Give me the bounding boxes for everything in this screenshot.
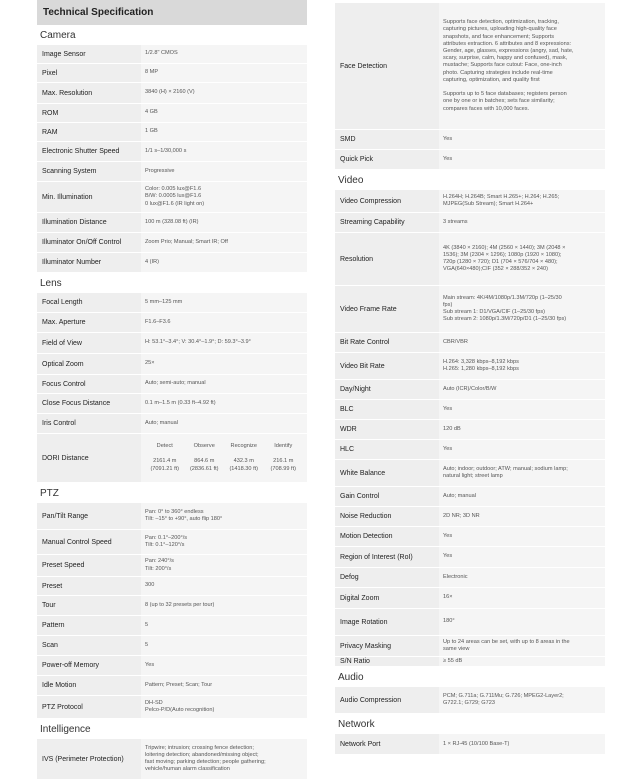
spec-value-line: Progressive <box>145 167 175 174</box>
spec-value-line: 8 MP <box>145 69 159 76</box>
spec-value <box>439 527 605 546</box>
spec-label: DORI Distance <box>37 434 141 482</box>
spec-value-line: Yes <box>443 135 453 142</box>
spec-value-line: MJPEG(Sub Stream); Smart H.264+ <box>443 201 534 207</box>
spec-value-line: Pan: 240°/s <box>145 558 174 565</box>
spec-value-line: Yes <box>443 553 453 560</box>
spec-value <box>141 656 307 675</box>
spec-value-line: Yes <box>443 532 453 539</box>
spec-value <box>141 555 307 576</box>
spec-value-line <box>443 84 601 91</box>
right-column <box>335 0 605 755</box>
spec-label: Manual Control Speed <box>37 530 141 554</box>
spec-value-line: Supports up to 5 face databases; registers person <box>443 91 567 98</box>
spec-row <box>37 394 307 414</box>
spec-value <box>141 253 307 272</box>
section-heading: Video <box>338 175 364 186</box>
spec-value <box>141 434 307 482</box>
spec-value <box>439 380 605 399</box>
spec-value-line: 1/1 s–1/30,000 s <box>145 147 187 154</box>
spec-value <box>439 3 605 129</box>
spec-value-line: Tilt: 200°/s <box>145 565 172 572</box>
spec-row <box>335 507 605 527</box>
spec-value-line: Auto; manual <box>145 419 178 426</box>
spec-value <box>141 83 307 103</box>
spec-value-line: Main stream: 4K/4M/1080p/1.3M/720p (1–25/30 <box>443 294 562 301</box>
spec-value <box>141 636 307 655</box>
spec-row <box>37 293 307 313</box>
spec-label: BLC <box>335 400 439 419</box>
spec-value-line: Color: 0.005 lux@F1.6 <box>145 186 202 193</box>
spec-row <box>37 123 307 142</box>
spec-label: Motion Detection <box>335 527 439 546</box>
spec-row <box>37 696 307 719</box>
spec-value <box>141 104 307 122</box>
spec-label: S/N Ratio <box>335 657 439 666</box>
spec-row <box>335 527 605 547</box>
section-heading: Audio <box>338 672 364 684</box>
spec-value <box>439 440 605 459</box>
spec-value-line: PCM; G.711a; G.711Mu; G.726; MPEG2-Layer2; <box>443 693 564 699</box>
dori-header: Detect <box>156 443 173 450</box>
spec-label: Image Sensor <box>37 45 141 63</box>
spec-value-line: Auto; semi-auto; manual <box>145 380 206 387</box>
spec-value-line: H.264: 3,328 kbps–8,192 kbps <box>443 358 519 365</box>
spec-value-line: 180° <box>443 618 455 625</box>
dori-header: Recognize <box>230 443 257 450</box>
spec-value-line: loitering detection; abandoned/missing object; <box>145 751 259 758</box>
spec-value-line: 1 GB <box>145 128 158 135</box>
spec-value-line: Tripwire; intrusion; crossing fence detection; <box>145 744 254 751</box>
spec-value-line: Sub stream 1: D1/VGA/CIF (1–25/30 fps) <box>443 309 545 315</box>
spec-label: WDR <box>335 420 439 439</box>
spec-value-line: 4 GB <box>145 109 158 116</box>
spec-value <box>439 233 605 285</box>
spec-row <box>335 286 605 333</box>
spec-label: Pan/Tilt Range <box>37 503 141 529</box>
spec-label: Close Focus Distance <box>37 394 141 413</box>
dori-value: 216.1 m (708.99 ft) <box>270 458 296 472</box>
spec-value-line: Zoom Prio; Manual; Smart IR; Off <box>145 238 228 245</box>
spec-value <box>141 293 307 312</box>
spec-row <box>37 182 307 213</box>
spec-value-line: photo. Capturing strategies include real-time <box>443 69 553 76</box>
spec-row <box>37 375 307 394</box>
spec-value <box>141 162 307 181</box>
spec-value <box>141 530 307 554</box>
spec-label: SMD <box>335 130 439 149</box>
spec-row <box>37 636 307 656</box>
spec-value <box>141 233 307 252</box>
spec-value <box>141 64 307 82</box>
spec-value <box>141 577 307 595</box>
spec-value <box>141 333 307 353</box>
spec-label: Illuminator On/Off Control <box>37 233 141 252</box>
spec-value <box>439 547 605 567</box>
spec-value <box>439 568 605 587</box>
spec-value-line: Electronic <box>443 573 468 580</box>
spec-label: Face Detection <box>335 3 439 129</box>
spec-label: Max. Resolution <box>37 83 141 103</box>
spec-value-line: 1536); 3M (2304 × 1296); 1080p (1920 × 1080); <box>443 251 562 258</box>
spec-label: Max. Aperture <box>37 313 141 332</box>
spec-value <box>141 142 307 161</box>
spec-value-line: capturing, optimization, and quality first <box>443 76 540 83</box>
spec-label: Resolution <box>335 233 439 285</box>
spec-row <box>37 739 307 780</box>
spec-row <box>37 656 307 676</box>
spec-value-line: vehicle/human alarm classification <box>145 766 230 773</box>
spec-value <box>141 696 307 718</box>
spec-row <box>335 568 605 588</box>
spec-row <box>335 609 605 636</box>
spec-value <box>141 182 307 212</box>
spec-value-line: 4 (IR) <box>145 258 159 265</box>
spec-row <box>335 130 605 150</box>
spec-label: Day/Night <box>335 380 439 399</box>
spec-value-line: 300 <box>145 582 155 589</box>
spec-value-line: Sub stream 2: 1080p/1.3M/720p/D1 (1–25/30 fps) <box>443 316 567 323</box>
dori-value: 2161.4 m (7091.21 ft) <box>150 458 180 472</box>
dori-table <box>145 443 303 473</box>
spec-value <box>439 150 605 169</box>
spec-label: Preset <box>37 577 141 595</box>
spec-value <box>439 734 605 754</box>
spec-value <box>141 739 307 779</box>
spec-label: Streaming Capability <box>335 213 439 232</box>
spec-row <box>335 3 605 130</box>
spec-label: Iris Control <box>37 414 141 433</box>
section-heading: Network <box>338 719 375 731</box>
spec-value-line: one by one or in batches; sets face similarity; <box>443 98 555 105</box>
spec-value-line: 3 streams <box>443 218 468 225</box>
spec-row <box>37 616 307 636</box>
spec-label: Illuminator Number <box>37 253 141 272</box>
spec-value <box>439 400 605 419</box>
spec-label: White Balance <box>335 460 439 486</box>
spec-value-line: Auto; manual <box>443 492 476 499</box>
spec-row <box>37 577 307 596</box>
spec-value-line: H.265: 1,280 kbps–8,192 kbps <box>443 366 519 372</box>
spec-value-line: Tilt: 0.1°–120°/s <box>145 542 185 548</box>
spec-row <box>37 354 307 375</box>
spec-row <box>37 64 307 83</box>
spec-value-line: 100 m (328.08 ft) (IR) <box>145 218 199 225</box>
spec-value-line: Pan: 0° to 360° endless <box>145 508 204 515</box>
spec-value <box>439 588 605 608</box>
spec-value-line: Up to 24 areas can be set, with up to 8 areas in the <box>443 638 570 645</box>
spec-value <box>141 354 307 374</box>
spec-value <box>141 503 307 529</box>
spec-value <box>141 313 307 332</box>
spec-value-line: VGA(640×480);CIF (352 × 288/352 × 240) <box>443 266 548 273</box>
spec-label: IVS (Perimeter Protection) <box>37 739 141 779</box>
spec-value-line: 0 lux@F1.6 (IR light on) <box>145 200 205 207</box>
spec-value-line: fast moving; parking detection; people gathering; <box>145 759 266 765</box>
spec-value-line: Tilt: –15° to +90°, auto flip 180° <box>145 516 223 522</box>
spec-value <box>439 333 605 352</box>
section-heading: Intelligence <box>40 724 91 735</box>
spec-label: Pattern <box>37 616 141 635</box>
spec-label: Field of View <box>37 333 141 353</box>
spec-value-line: 3840 (H) × 2160 (V) <box>145 89 195 96</box>
spec-label: Scanning System <box>37 162 141 181</box>
spec-value-line: 8 (up to 32 presets per tour) <box>145 601 215 608</box>
spec-value-line: ≥ 55 dB <box>443 658 463 664</box>
spec-value <box>439 286 605 332</box>
spec-value-line: Auto; indoor; outdoor; ATW; manual; sodium lamp; <box>443 465 568 472</box>
spec-value-line: H: 53.1°–3.4°; V: 30.4°–1.9°; D: 59.3°–3.9° <box>145 339 251 346</box>
spec-label: ROM <box>37 104 141 122</box>
spec-value-line: 4K (3840 × 2160); 4M (2560 × 1440); 3M (2048 × <box>443 244 566 251</box>
spec-value <box>439 213 605 232</box>
spec-label: Region of Interest (RoI) <box>335 547 439 567</box>
section-heading: Lens <box>40 278 62 289</box>
spec-value-line: mustache; Supports face cutout: Face, one-inch <box>443 62 562 69</box>
spec-label: Digital Zoom <box>335 588 439 608</box>
spec-value-line: 25× <box>145 360 155 367</box>
spec-row <box>37 253 307 273</box>
dori-value: 864.6 m (2836.61 ft) <box>189 458 219 472</box>
spec-label: Illumination Distance <box>37 213 141 232</box>
spec-value-line: 1 × RJ-45 (10/100 Base-T) <box>443 740 510 747</box>
spec-value-line: 1/2.8" CMOS <box>145 50 178 57</box>
spec-value-line: 720p (1280 × 720); D1 (704 × 576/704 × 480); <box>443 259 558 265</box>
spec-value-line: 16× <box>443 594 453 601</box>
spec-value-line: Supports face detection, optimization, tracking, <box>443 19 559 26</box>
spec-value-line: Pattern; Preset; Scan; Tour <box>145 681 213 688</box>
spec-row <box>37 104 307 123</box>
left-column <box>37 0 307 780</box>
spec-value <box>439 130 605 149</box>
spec-value <box>439 657 605 666</box>
spec-value-line: Auto (ICR)/Color/B/W <box>443 385 497 392</box>
spec-value-line: Pan: 0.1°–200°/s <box>145 534 188 541</box>
spec-label: Quick Pick <box>335 150 439 169</box>
spec-value <box>439 420 605 439</box>
spec-value <box>439 687 605 713</box>
spec-row <box>335 233 605 286</box>
spec-row <box>335 190 605 213</box>
spec-value-line: Yes <box>443 445 453 452</box>
spec-row <box>335 420 605 440</box>
spec-value-line: F1.6–F3.6 <box>145 318 171 325</box>
spec-row <box>37 83 307 104</box>
spec-value-line: 5 mm–125 mm <box>145 298 183 305</box>
spec-row <box>335 657 605 667</box>
spec-label: PTZ Protocol <box>37 696 141 718</box>
spec-label: Min. Illumination <box>37 182 141 212</box>
spec-value-line: attributes extraction. 6 attributes and 8 expressions: <box>443 40 572 47</box>
spec-row <box>335 440 605 460</box>
spec-value-line: H.264H; H.264B; Smart H.265+; H.264; H.265; <box>443 193 560 200</box>
spec-value <box>141 45 307 63</box>
spec-label: RAM <box>37 123 141 141</box>
spec-row <box>335 213 605 233</box>
spec-row <box>37 213 307 233</box>
spec-value <box>141 414 307 433</box>
spec-row <box>37 162 307 182</box>
spec-row <box>37 676 307 696</box>
spec-value-line: CBR/VBR <box>443 338 468 345</box>
spec-value-line: snapshots, and face enhancement; Supports <box>443 33 555 40</box>
spec-label: Focal Length <box>37 293 141 312</box>
spec-row <box>37 530 307 555</box>
spec-row <box>335 400 605 420</box>
spec-label: Idle Motion <box>37 676 141 695</box>
spec-row <box>37 503 307 530</box>
spec-label: Video Compression <box>335 190 439 212</box>
spec-label: Privacy Masking <box>335 636 439 656</box>
spec-value-line: capturing pictures, uploading high-quality face <box>443 26 557 33</box>
spec-value <box>141 616 307 635</box>
spec-value-line: 120 dB <box>443 425 461 432</box>
spec-label: Preset Speed <box>37 555 141 576</box>
spec-row <box>37 414 307 434</box>
section-heading: PTZ <box>40 488 59 499</box>
spec-value <box>439 190 605 212</box>
spec-value-line: same view <box>443 646 470 652</box>
spec-row <box>37 333 307 354</box>
spec-row <box>335 734 605 755</box>
dori-value: 432.3 m (1418.30 ft) <box>229 458 259 472</box>
spec-row <box>335 636 605 657</box>
spec-row <box>335 487 605 507</box>
spec-label: Noise Reduction <box>335 507 439 526</box>
spec-row <box>335 460 605 487</box>
spec-value-line: G722.1; G729; G723 <box>443 700 495 707</box>
spec-label: Audio Compression <box>335 687 439 713</box>
spec-label: Scan <box>37 636 141 655</box>
spec-value-line: scary, surprise, calm, happy and confused), mask, <box>443 55 568 62</box>
spec-value-line: Yes <box>145 661 155 668</box>
spec-label: Pixel <box>37 64 141 82</box>
spec-row <box>37 555 307 577</box>
spec-label: Optical Zoom <box>37 354 141 374</box>
spec-row <box>335 588 605 609</box>
spec-label: HLC <box>335 440 439 459</box>
spec-label: Electronic Shutter Speed <box>37 142 141 161</box>
spec-value <box>439 609 605 635</box>
spec-label: Tour <box>37 596 141 615</box>
spec-row <box>335 547 605 568</box>
spec-label: Video Bit Rate <box>335 353 439 379</box>
spec-label: Gain Control <box>335 487 439 506</box>
spec-row <box>37 233 307 253</box>
spec-value-line: compares faces with 10,000 faces. <box>443 105 530 112</box>
spec-row <box>37 313 307 333</box>
spec-row <box>335 150 605 170</box>
spec-value <box>439 487 605 506</box>
spec-label: Image Rotation <box>335 609 439 635</box>
page-title: Technical Specification <box>37 0 307 25</box>
dori-header: Identify <box>274 443 293 450</box>
spec-value-line: Pelco-P/D(Auto recognition) <box>145 707 215 713</box>
spec-label: Video Frame Rate <box>335 286 439 332</box>
spec-value <box>141 375 307 393</box>
spec-value <box>141 123 307 141</box>
spec-row <box>335 687 605 714</box>
spec-value-line: Yes <box>443 405 453 412</box>
spec-value <box>439 636 605 656</box>
spec-label: Power-off Memory <box>37 656 141 675</box>
spec-row <box>335 333 605 353</box>
spec-row <box>37 45 307 64</box>
spec-value <box>141 596 307 615</box>
spec-label: Focus Control <box>37 375 141 393</box>
dori-header: Observe <box>193 443 215 450</box>
spec-label: Network Port <box>335 734 439 754</box>
spec-row <box>37 142 307 162</box>
spec-row <box>335 353 605 380</box>
spec-value <box>439 460 605 486</box>
spec-value <box>141 213 307 232</box>
spec-label: Bit Rate Control <box>335 333 439 352</box>
spec-value-line: 5 <box>145 621 149 628</box>
spec-value <box>141 394 307 413</box>
spec-row <box>335 380 605 400</box>
spec-value-line: natural light; street lamp <box>443 473 503 479</box>
spec-row <box>37 596 307 616</box>
spec-value <box>141 676 307 695</box>
spec-value-line: 0.1 m–1.5 m (0.33 ft–4.92 ft) <box>145 399 216 406</box>
spec-value-line: 5 <box>145 641 149 648</box>
spec-row <box>37 434 307 483</box>
spec-value-line: 2D NR; 3D NR <box>443 512 480 519</box>
spec-label: Defog <box>335 568 439 587</box>
spec-value <box>439 353 605 379</box>
spec-value-line: DH-SD <box>145 699 163 706</box>
spec-value <box>439 507 605 526</box>
spec-value-line: B/W: 0.0005 lux@F1.6 <box>145 193 202 200</box>
spec-value-line: Yes <box>443 155 453 162</box>
spec-value-line: Gender, age, glasses, expressions (angry, sad, hate, <box>443 47 574 54</box>
spec-value-line: fps) <box>443 301 453 308</box>
section-heading: Camera <box>40 30 76 41</box>
